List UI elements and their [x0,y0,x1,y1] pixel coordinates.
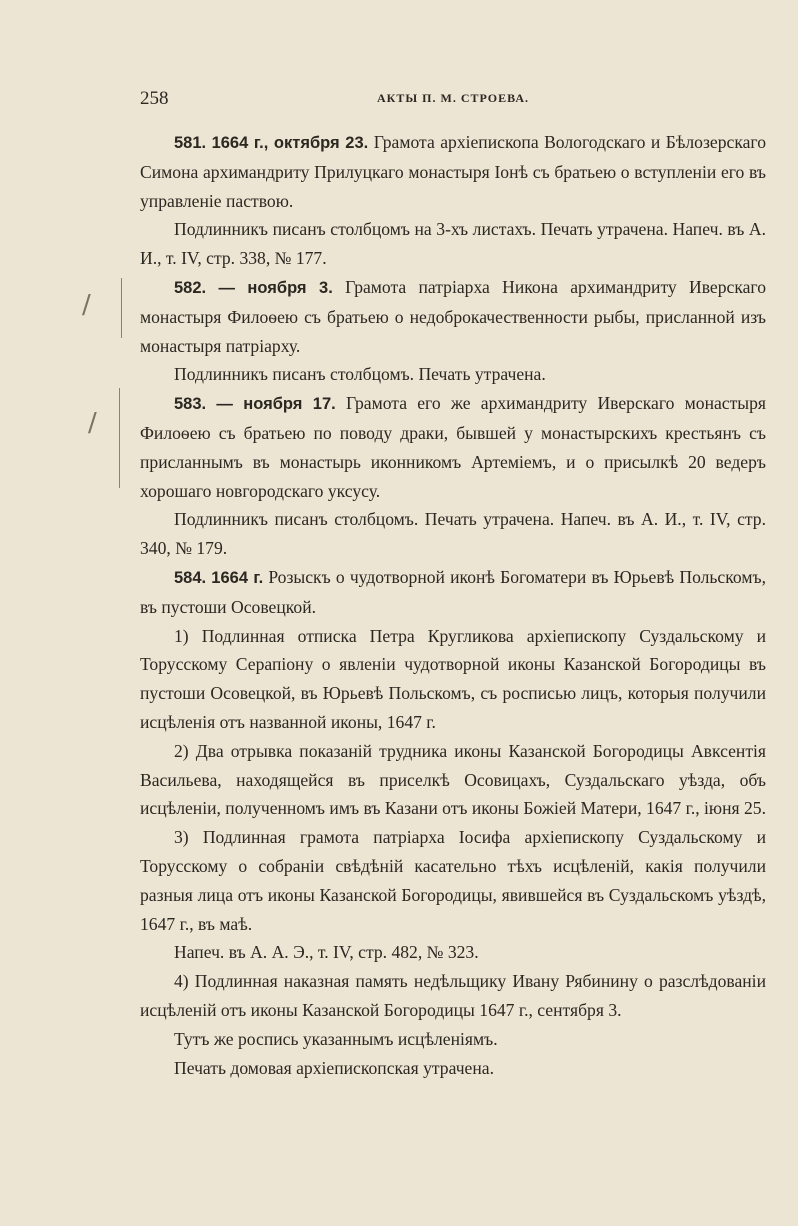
entry-description: Розыскъ о чудотворной иконѣ Богоматери въ Юрьевѣ Польскомъ, въ пустоши Осовецкой. [140,566,766,617]
entry-number: 584. [174,568,207,587]
sub-item: Тутъ же роспись указаннымъ исцѣленіямъ. [174,1028,498,1049]
document-body [140,128,766,1082]
sub-item: 1) Подлинная отписка Петра Кругликова архіепископу Суздальскому и Торусскому Серапіону о явленіи чудотворной иконы Казанской Богородицы въ пустоши Осовецкой, въ Юрьевѣ Польскомъ, съ росписью лицъ, которыя получили исцѣленія отъ названной иконы, 1647 г. [140,625,766,732]
entry-note: Подлинникъ писанъ столбцомъ. Печать утрачена. [174,364,546,385]
entry-note: Подлинникъ писанъ столбцомъ на 3-хъ листахъ. Печать утрачена. Напеч. въ А. И., т. IV, стр. 338, № 177. [140,219,766,269]
entry-582 [140,273,766,360]
running-title: АКТЫ П. М. СТРОЕВА. [377,91,529,105]
sub-item: 3) Подлинная грамота патріарха Іосифа архіепископу Суздальскому и Торусскому о собраніи свѣдѣній касательно тѣхъ исцѣленій, какія получили разныя лица отъ иконы Казанской Богородицы, явившейся въ Суздальскомъ уѣздѣ, 1647 г., въ маѣ. [140,827,766,934]
entry-description: Грамота патріарха Никона архимандриту Иверскаго монастыря Филоѳею съ братьею о недоброкачественности рыбы, присланной изъ монастыря патріарху. [140,276,766,356]
entry-date: 1664 г. [211,568,264,587]
page-header [140,88,766,112]
entry-description: Грамота его же архимандриту Иверскаго монастыря Филоѳею съ братьею по поводу драки, бывшей у монастырскихъ крестьянъ съ присланнымъ въ монастырь иконникомъ Артеміемъ, и о присылкѣ 20 ведеръ хорошаго новгородскаго уксусу. [140,393,767,501]
entry-number: 582. [174,278,207,297]
page-number: 258 [140,88,169,109]
margin-pencil-mark [121,278,122,338]
entry-583 [140,389,766,505]
sub-item: 4) Подлинная наказная память недѣльщику Ивану Рябинину о разслѣдованіи исцѣленій отъ иконы Казанской Богородицы 1647 г., сентября 3. [140,971,766,1020]
entry-note: Подлинникъ писанъ столбцомъ. Печать утрачена. Напеч. въ А. И., т. IV, стр. 340, № 179. [140,509,766,559]
margin-pencil-mark: / [82,290,91,320]
sub-item: Печать домовая архіепископская утрачена. [174,1057,494,1078]
sub-item: Напеч. въ А. А. Э., т. IV, стр. 482, № 323. [174,942,479,963]
entry-581 [140,128,766,215]
margin-pencil-mark [119,388,120,488]
entry-date: 1664 г., октября 23. [211,134,369,152]
entry-584 [140,563,766,622]
entry-number: 583. [174,395,207,414]
entry-date: — ноября 3. [218,278,333,297]
entry-description: Грамота архіепископа Вологодскаго и Бѣлозерскаго Симона архимандриту Прилуцкаго монастыря Іонѣ съ братьею о вступленіи его въ управленіе паствою. [140,132,767,211]
margin-pencil-mark: / [88,408,97,438]
sub-item: 2) Два отрывка показаній трудника иконы Казанской Богородицы Авксентія Васильева, находящейся въ приселкѣ Осовицахъ, Суздальскаго уѣзда, объ исцѣленіи, полученномъ имъ въ Казани отъ иконы Божіей Матери, 1647 г., іюня 25. [140,740,766,819]
entry-number: 581. [174,134,207,152]
entry-date: — ноября 17. [216,395,336,414]
